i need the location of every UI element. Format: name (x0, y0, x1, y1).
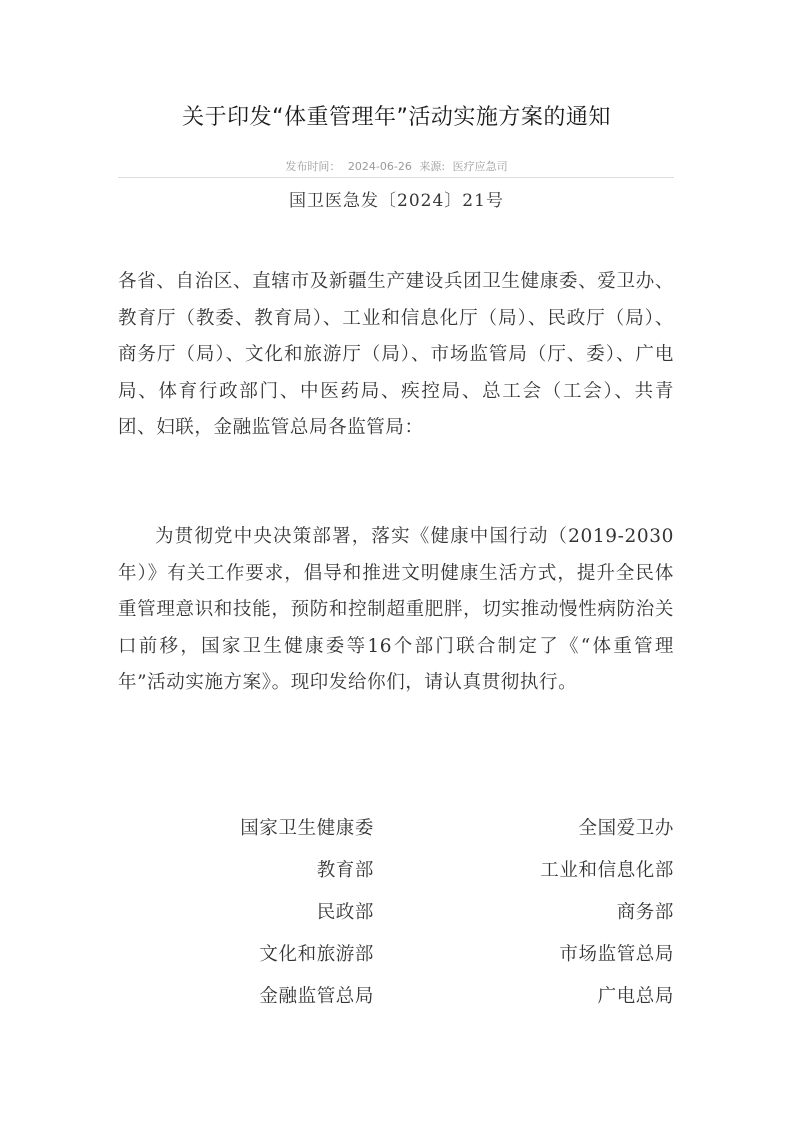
body-paragraph: 为贯彻党中央决策部署，落实《健康中国行动（2019-2030年）》有关工作要求，倡导和推进文明健康生活方式，提升全民体重管理意识和技能，预防和控制超重肥胖，切实推动慢性病防治关口前移，国家卫生健康委等16个部门联合制定了《“体重管理年”活动实施方案》。现印发给你们，请认真贯彻执行。 (118, 526, 674, 693)
signature-right: 全国爱卫办 (578, 818, 674, 839)
signature-right: 商务部 (616, 902, 674, 923)
title-divider (118, 177, 674, 178)
signature-left: 国家卫生健康委 (240, 818, 374, 839)
signature-row (118, 848, 674, 890)
signature-row (118, 806, 674, 848)
signature-row (118, 890, 674, 932)
signature-left: 民政部 (316, 902, 374, 923)
signature-row (118, 974, 674, 1016)
publish-meta (0, 158, 793, 174)
signature-right: 市场监管总局 (559, 944, 674, 965)
addressee-paragraph: 各省、自治区、直辖市及新疆生产建设兵团卫生健康委、爱卫办、教育厅（教委、教育局）、工业和信息化厅（局）、民政厅（局）、商务厅（局）、文化和旅游厅（局）、市场监管局（厅、委）、广电局、体育行政部门、中医药局、疾控局、总工会（工会）、共青团、妇联，金融监管总局各监管局： (118, 271, 674, 438)
signature-block (118, 806, 674, 1016)
signature-left: 金融监管总局 (259, 986, 374, 1007)
published-label: 发布时间： (285, 160, 341, 173)
published-date: 2024-06-26 (347, 160, 412, 173)
signature-row (118, 932, 674, 974)
source-value: 医疗应急司 (452, 160, 508, 173)
page-title: 关于印发“体重管理年”活动实施方案的通知 (182, 105, 611, 130)
signature-right: 工业和信息化部 (540, 860, 674, 881)
signature-left: 文化和旅游部 (259, 944, 374, 965)
signature-right: 广电总局 (597, 986, 674, 1007)
source-label: 来源: (419, 160, 446, 173)
document-number: 国卫医急发〔2024〕21号 (289, 191, 504, 211)
signature-left: 教育部 (316, 860, 374, 881)
